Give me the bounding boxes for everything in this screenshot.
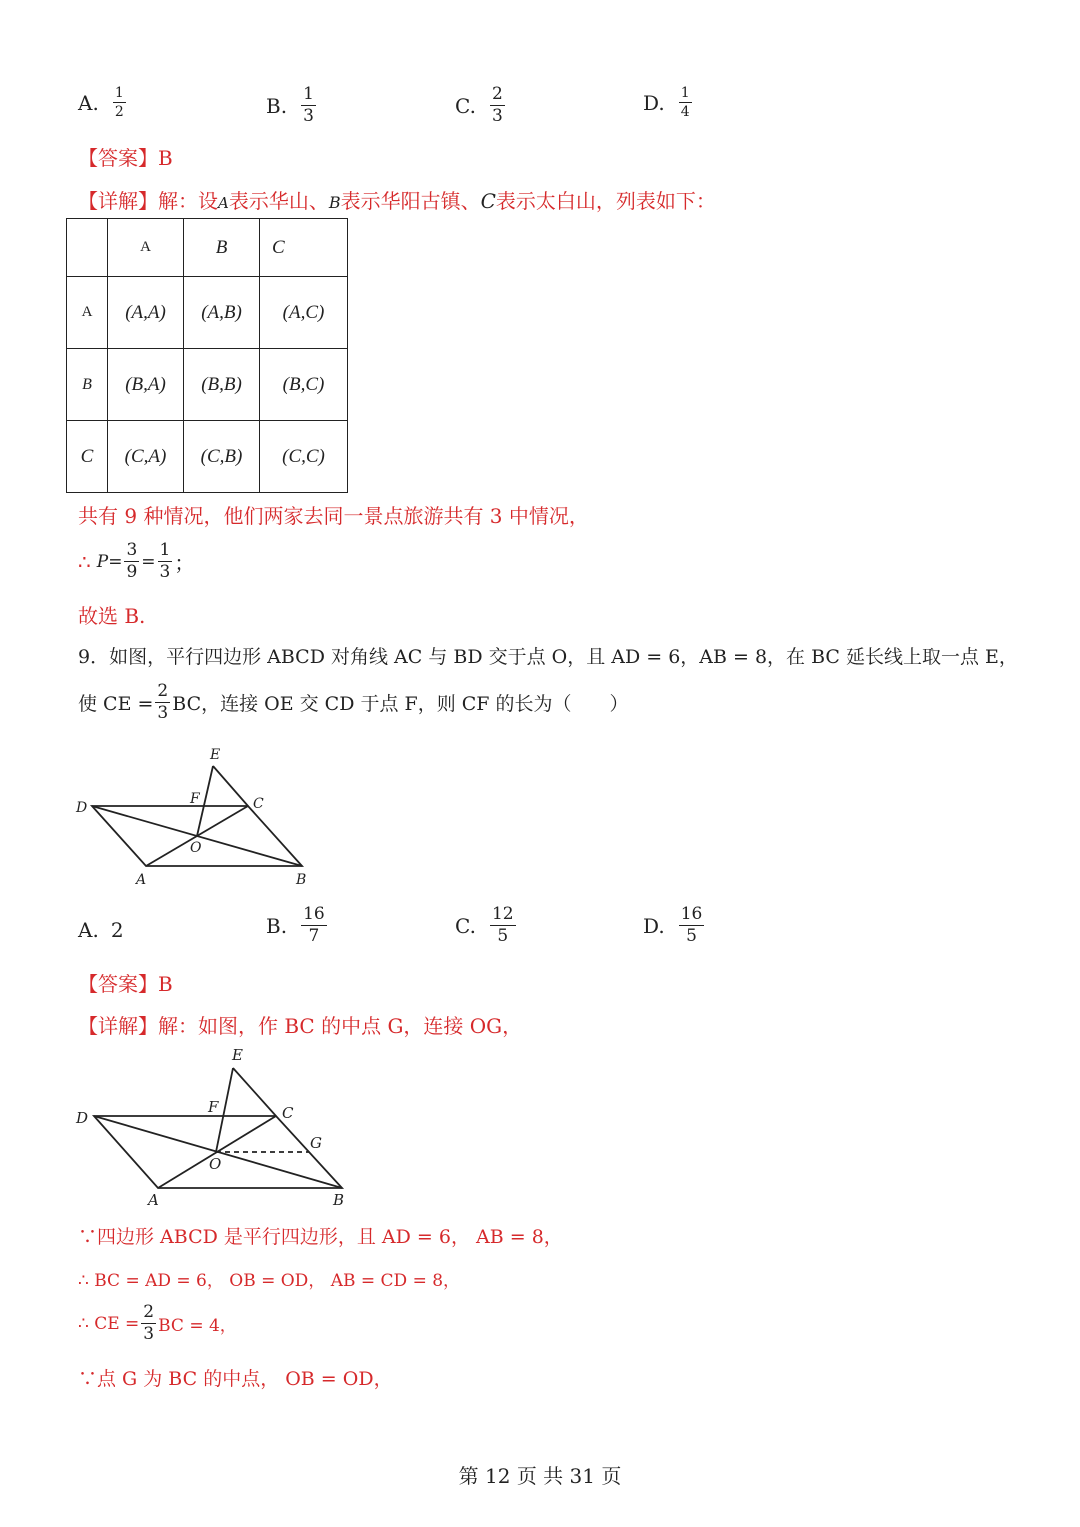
table-cell: (A,A) (108, 277, 184, 349)
label-b: B (333, 1191, 345, 1209)
q9-answer: 【答案】B (78, 972, 173, 996)
q8-conclusion: 故选 B. (78, 604, 146, 628)
label-a: A (136, 872, 147, 888)
segment-ce (233, 1068, 276, 1116)
q9-line2: 使 CE = $\frac{2}{3}$ BC，连接 OE 交 CD 于点 F，则 CF 的长为（ ） (78, 681, 629, 723)
label-b: B (296, 872, 307, 888)
q8-option-c: C. $\frac{2}{3}$ (455, 84, 503, 126)
label-f: F (208, 1098, 219, 1116)
label-e: E (210, 747, 221, 763)
label-d: D (76, 800, 88, 816)
table-cell (67, 219, 108, 277)
label-o: O (190, 840, 202, 856)
q9-line1: 9．如图，平行四边形 ABCD 对角线 AC 与 BD 交于点 O，且 AD = 6，AB = 8，在 BC 延长线上取一点 E， (78, 646, 1018, 668)
label-c: C (253, 796, 264, 812)
q8-probability: ∴ P = $\frac{3}{9}$ = $\frac{1}{3}$ ； (78, 540, 195, 582)
q8-answer: 【答案】B (78, 146, 173, 170)
table-header: A (108, 219, 184, 277)
parallelogram-figure-2 (70, 1042, 370, 1212)
q8-option-b: B. $\frac{1}{3}$ (266, 84, 314, 126)
table-cell: (C,C) (260, 421, 348, 493)
q8-option-a: A. $\frac{1}{2}$ (78, 85, 124, 120)
q8-option-d: D. $\frac{1}{4}$ (643, 85, 690, 120)
table-cell: B (67, 349, 108, 421)
table-cell: (A,B) (184, 277, 260, 349)
segment-oe (216, 1068, 233, 1152)
table-row (67, 421, 348, 493)
q9-detail: 【详解】解：如图，作 BC 的中点 G，连接 OG， (78, 1014, 523, 1038)
page-number: 第 12 页 共 31 页 (458, 1464, 622, 1488)
table-cell: (C,B) (184, 421, 260, 493)
step-2: ∴ BC = AD = 6， OB = OD， AB = CD = 8， (78, 1271, 461, 1291)
label-a: A (148, 1191, 159, 1209)
table-cell: (B,B) (184, 349, 260, 421)
outcome-table (66, 218, 348, 493)
table-cell: C (67, 421, 108, 493)
table-header: C (260, 219, 348, 277)
label-f: F (190, 791, 200, 807)
table-row (67, 349, 348, 421)
q8-detail: 【详解】解：设A表示华山、B表示华阳古镇、C表示太白山，列表如下： (78, 189, 716, 213)
label-c: C (282, 1104, 294, 1122)
label-d: D (76, 1109, 89, 1127)
label-e: E (232, 1046, 243, 1064)
label-o: O (209, 1155, 222, 1173)
table-cell: (B,C) (260, 349, 348, 421)
q8-summary: 共有 9 种情况，他们两家去同一景点旅游共有 3 中情况， (78, 504, 589, 528)
table-cell: (C,A) (108, 421, 184, 493)
step-3: ∴ CE = $\frac{2}{3}$ BC = 4， (78, 1302, 237, 1344)
label-g: G (310, 1134, 322, 1152)
q9-option-d: D. $\frac{16}{5}$ (643, 904, 703, 946)
q9-option-b: B. $\frac{16}{7}$ (266, 904, 325, 946)
table-header: B (184, 219, 260, 277)
q9-option-c: C. $\frac{12}{5}$ (455, 904, 514, 946)
step-1: ∵四边形 ABCD 是平行四边形，且 AD = 6， AB = 8， (78, 1226, 563, 1248)
step-4: ∵点 G 为 BC 的中点， OB = OD， (78, 1368, 393, 1390)
table-cell: (A,C) (260, 277, 348, 349)
table-cell: A (67, 277, 108, 349)
table-cell: (B,A) (108, 349, 184, 421)
table-row (67, 277, 348, 349)
segment-ce (213, 766, 248, 806)
parallelogram-figure-1 (70, 740, 330, 890)
table-header-row (67, 219, 348, 277)
q9-option-a: A. 2 (78, 918, 124, 942)
